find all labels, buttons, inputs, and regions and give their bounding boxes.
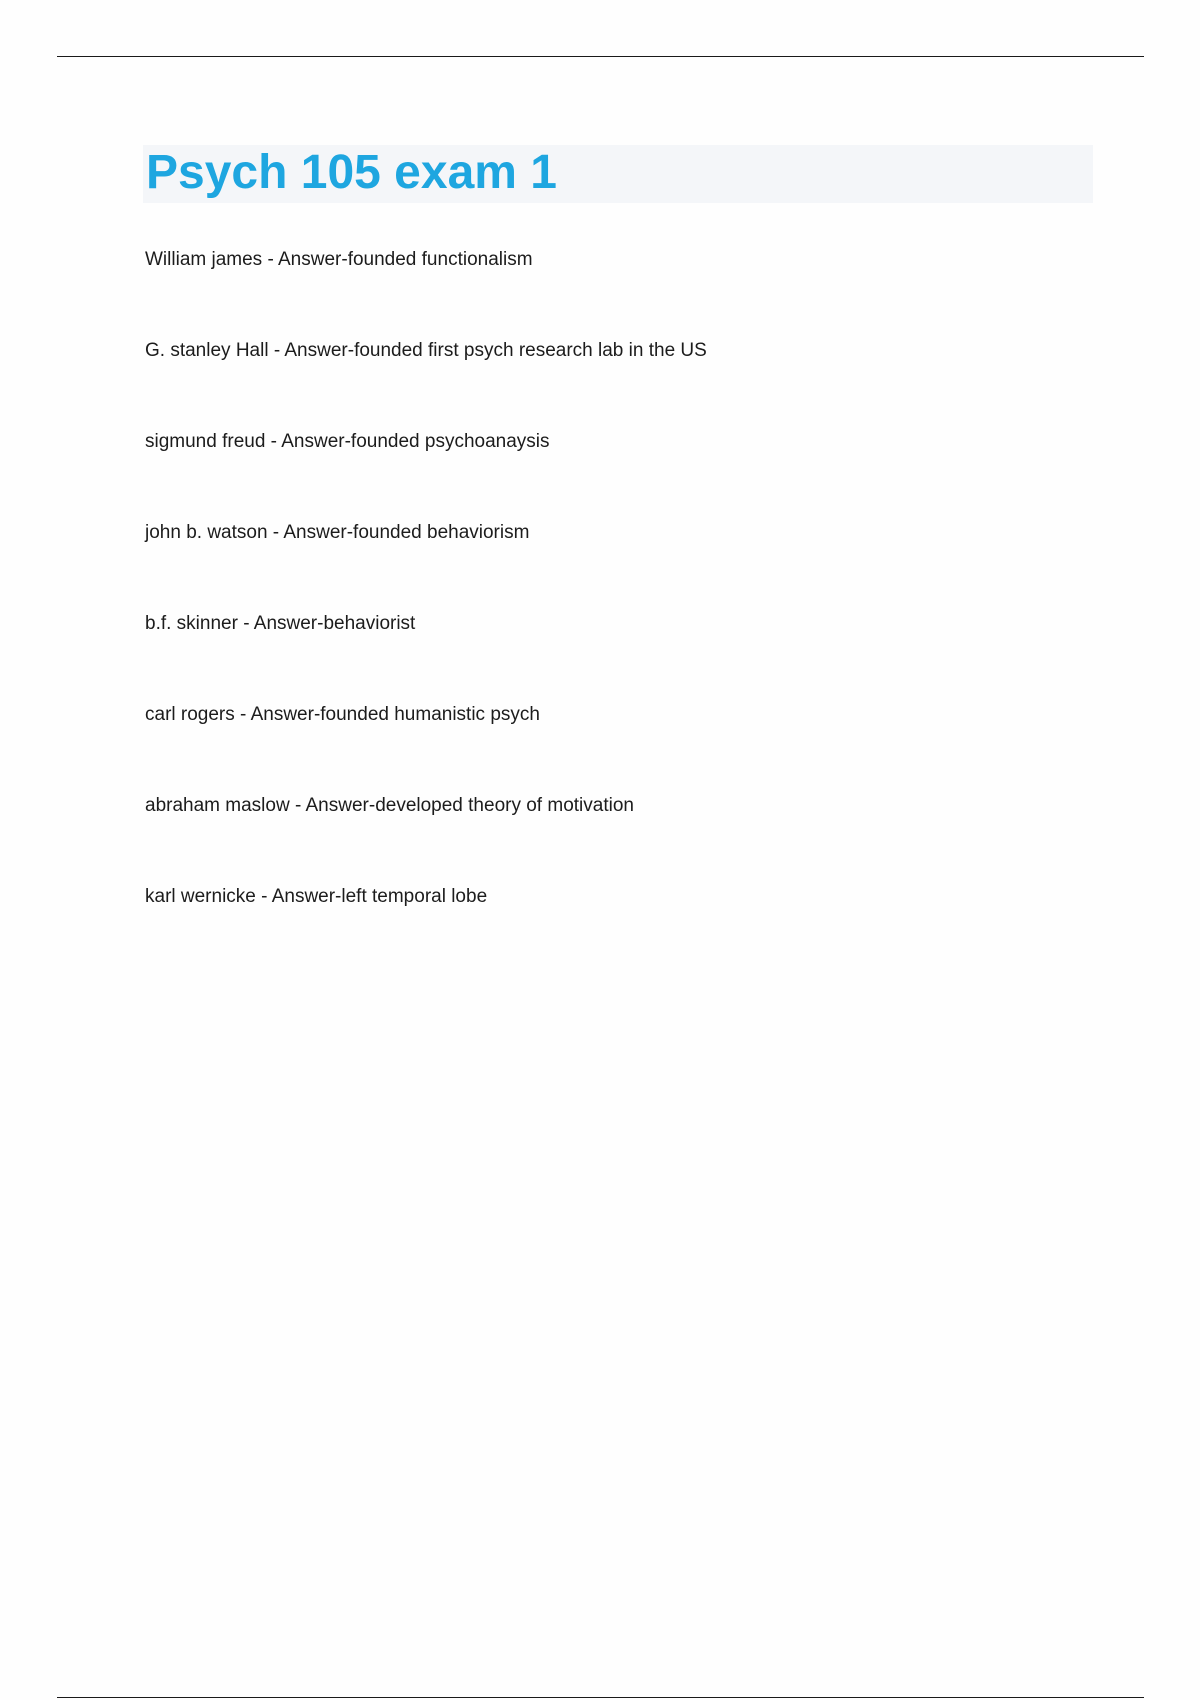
- qa-item: b.f. skinner - Answer-behaviorist: [145, 613, 416, 634]
- qa-item: john b. watson - Answer-founded behaviorism: [145, 522, 530, 543]
- document-title: Psych 105 exam 1: [146, 146, 557, 199]
- qa-list: [145, 244, 707, 913]
- qa-item: William james - Answer-founded functionalism: [145, 249, 533, 270]
- qa-item: G. stanley Hall - Answer-founded first psych research lab in the US: [145, 340, 707, 361]
- header-rule: [57, 56, 1144, 57]
- qa-item: sigmund freud - Answer-founded psychoanaysis: [145, 431, 550, 452]
- qa-item: karl wernicke - Answer-left temporal lobe: [145, 886, 488, 907]
- footer-rule: [57, 1697, 1144, 1698]
- qa-item: carl rogers - Answer-founded humanistic psych: [145, 704, 540, 725]
- qa-item: abraham maslow - Answer-developed theory of motivation: [145, 795, 634, 816]
